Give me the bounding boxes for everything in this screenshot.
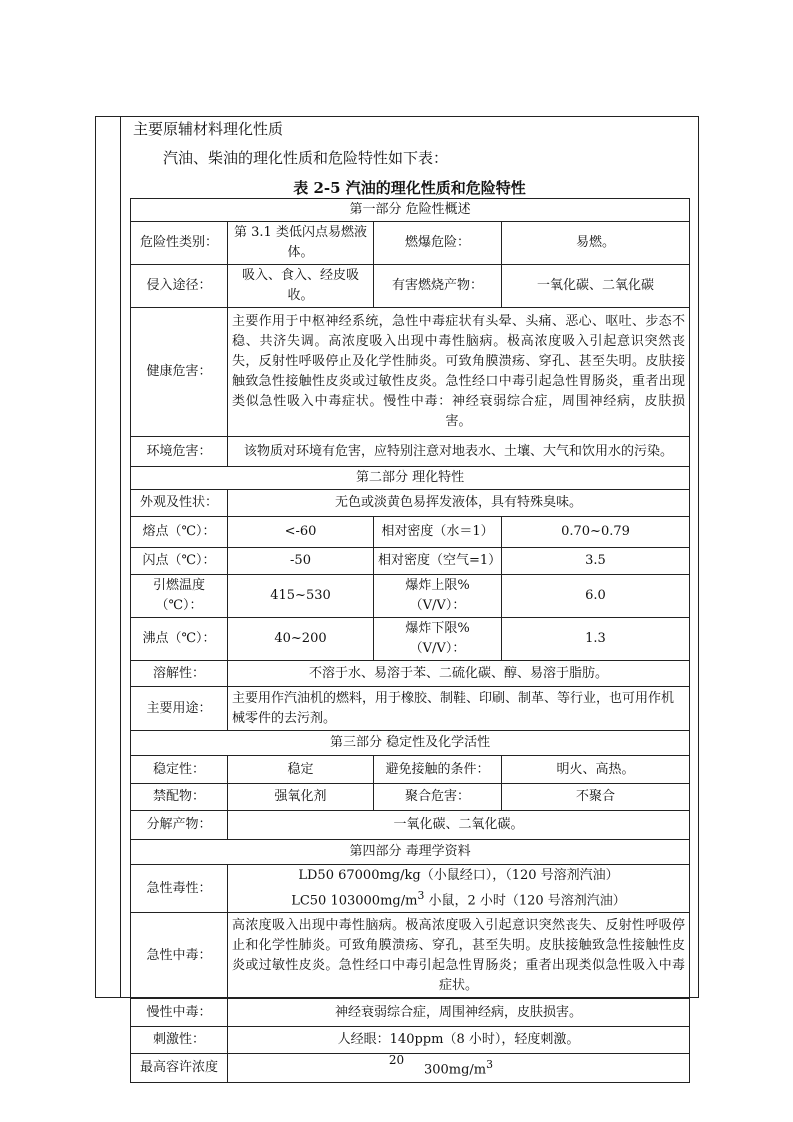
frame-margin-line <box>120 116 121 998</box>
table-row <box>131 756 690 784</box>
table-row <box>131 265 690 308</box>
table-row <box>131 784 690 811</box>
page-number: 20 <box>388 1053 405 1067</box>
table-row <box>131 999 690 1027</box>
row-label: 危险性类别： <box>131 222 228 265</box>
max-conc-text: 300mg/m <box>423 1062 487 1078</box>
row-value: 415~530 <box>228 575 374 618</box>
table-row <box>131 308 690 437</box>
table-row <box>131 222 690 265</box>
row-label: 外观及性状： <box>131 490 228 517</box>
row-label: 急性毒性： <box>131 865 228 913</box>
row-value: 6.0 <box>502 575 690 618</box>
row-value: 一氧化碳、二氧化碳 <box>502 265 690 308</box>
table-row <box>131 437 690 467</box>
section-row <box>131 840 690 865</box>
row-label: 爆炸上限%（V/V）： <box>374 575 502 618</box>
row-label: 最高容许浓度 <box>131 1054 228 1082</box>
lc50-superscript: 3 <box>417 889 425 902</box>
row-value: 一氧化碳、二氧化碳。 <box>228 811 690 840</box>
row-value: 稳定 <box>228 756 374 784</box>
table-row <box>131 913 690 999</box>
table-row <box>131 490 690 517</box>
row-value: 3.5 <box>502 548 690 575</box>
section-title: 第一部分 危险性概述 <box>131 199 690 222</box>
row-value: 无色或淡黄色易挥发液体，具有特殊臭味。 <box>228 490 690 517</box>
row-value: 40~200 <box>228 618 374 661</box>
ld50-line: LD50 67000mg/kg（小鼠经口），（120 号溶剂汽油） <box>298 868 619 883</box>
table-caption: 表 2-5 汽油的理化性质和危险特性 <box>293 179 526 197</box>
row-value: 不聚合 <box>502 784 690 811</box>
row-label: 爆炸下限%（V/V）： <box>374 618 502 661</box>
row-value: 不溶于水、易溶于苯、二硫化碳、醇、易溶于脂肪。 <box>228 661 690 687</box>
row-label: 刺激性： <box>131 1027 228 1054</box>
row-label: 引燃温度（℃）： <box>131 575 228 618</box>
row-value: <-60 <box>228 517 374 548</box>
section-row <box>131 467 690 490</box>
row-label: 主要用途： <box>131 687 228 731</box>
row-label: 聚合危害： <box>374 784 502 811</box>
row-label: 急性中毒： <box>131 913 228 999</box>
section-row <box>131 199 690 222</box>
row-value: 人经眼：140ppm（8 小时），轻度刺激。 <box>228 1027 690 1054</box>
row-value: 明火、高热。 <box>502 756 690 784</box>
max-conc-superscript: 3 <box>486 1058 494 1072</box>
table-row <box>131 687 690 731</box>
row-label: 溶解性： <box>131 661 228 687</box>
row-label: 禁配物： <box>131 784 228 811</box>
row-value: 该物质对环境有危害，应特别注意对地表水、土壤、大气和饮用水的污染。 <box>228 437 690 467</box>
section-title: 第二部分 理化特性 <box>131 467 690 490</box>
row-value: 强氧化剂 <box>228 784 374 811</box>
row-label: 侵入途径： <box>131 265 228 308</box>
table-row <box>131 575 690 618</box>
row-label: 相对密度（水＝1） <box>374 517 502 548</box>
table-row <box>131 1027 690 1054</box>
row-label: 相对密度（空气=1） <box>374 548 502 575</box>
row-value: 第 3.1 类低闪点易燃液体。 <box>228 222 374 265</box>
property-table <box>130 198 690 1083</box>
row-value: 主要作用于中枢神经系统，急性中毒症状有头晕、头痛、恶心、呕吐、步态不稳、共济失调。高浓度吸入出现中毒性脑病。极高浓度吸入引起意识突然丧失，反射性呼吸停止及化学性肺炎。可致角膜溃疡、穿孔、甚至失明。皮肤接触致急性接触性皮炎或过敏性皮炎。急性经口中毒引起急性胃肠炎，重者出现类似急性吸入中毒症状。慢性中毒：神经衰弱综合症，周围神经病，皮肤损害。 <box>228 308 690 437</box>
row-value: 0.70~0.79 <box>502 517 690 548</box>
section-row <box>131 731 690 756</box>
row-value: 高浓度吸入出现中毒性脑病。极高浓度吸入引起意识突然丧失、反射性呼吸停止和化学性肺炎。可致角膜溃疡、穿孔，甚至失明。皮肤接触致急性接触性皮炎或过敏性皮炎。急性经口中毒引起急性胃肠炎；重者出现类似急性吸入中毒症状。 <box>228 913 690 999</box>
row-label: 稳定性： <box>131 756 228 784</box>
section-title: 第三部分 稳定性及化学活性 <box>131 731 690 756</box>
table-row <box>131 865 690 913</box>
row-value <box>228 865 690 913</box>
row-label: 环境危害： <box>131 437 228 467</box>
row-label: 健康危害： <box>131 308 228 437</box>
row-value: 吸入、食入、经皮吸收。 <box>228 265 374 308</box>
row-value: 主要用作汽油机的燃料，用于橡胶、制鞋、印刷、制革、等行业，也可用作机械零件的去污剂。 <box>228 687 690 731</box>
section-title: 第四部分 毒理学资料 <box>131 840 690 865</box>
table-row <box>131 517 690 548</box>
row-value: -50 <box>228 548 374 575</box>
table-row <box>131 548 690 575</box>
table-row <box>131 661 690 687</box>
row-value: 神经衰弱综合症，周围神经病，皮肤损害。 <box>228 999 690 1027</box>
row-label: 闪点（℃）： <box>131 548 228 575</box>
row-label: 分解产物： <box>131 811 228 840</box>
row-label: 熔点（℃）： <box>131 517 228 548</box>
row-value: 易燃。 <box>502 222 690 265</box>
row-label: 慢性中毒： <box>131 999 228 1027</box>
intro-text: 汽油、柴油的理化性质和危险特性如下表： <box>163 149 449 167</box>
lc50-text-tail: 小鼠，2 小时（120 号溶剂汽油） <box>424 893 626 909</box>
row-label: 有害燃烧产物： <box>374 265 502 308</box>
table-row <box>131 618 690 661</box>
row-value: 1.3 <box>502 618 690 661</box>
section-heading: 主要原辅材料理化性质 <box>133 120 284 138</box>
lc50-line <box>232 886 685 911</box>
row-label: 沸点（℃）： <box>131 618 228 661</box>
lc50-text: LC50 103000mg/m <box>291 893 418 909</box>
table-row <box>131 811 690 840</box>
row-label: 燃爆危险： <box>374 222 502 265</box>
row-label: 避免接触的条件： <box>374 756 502 784</box>
